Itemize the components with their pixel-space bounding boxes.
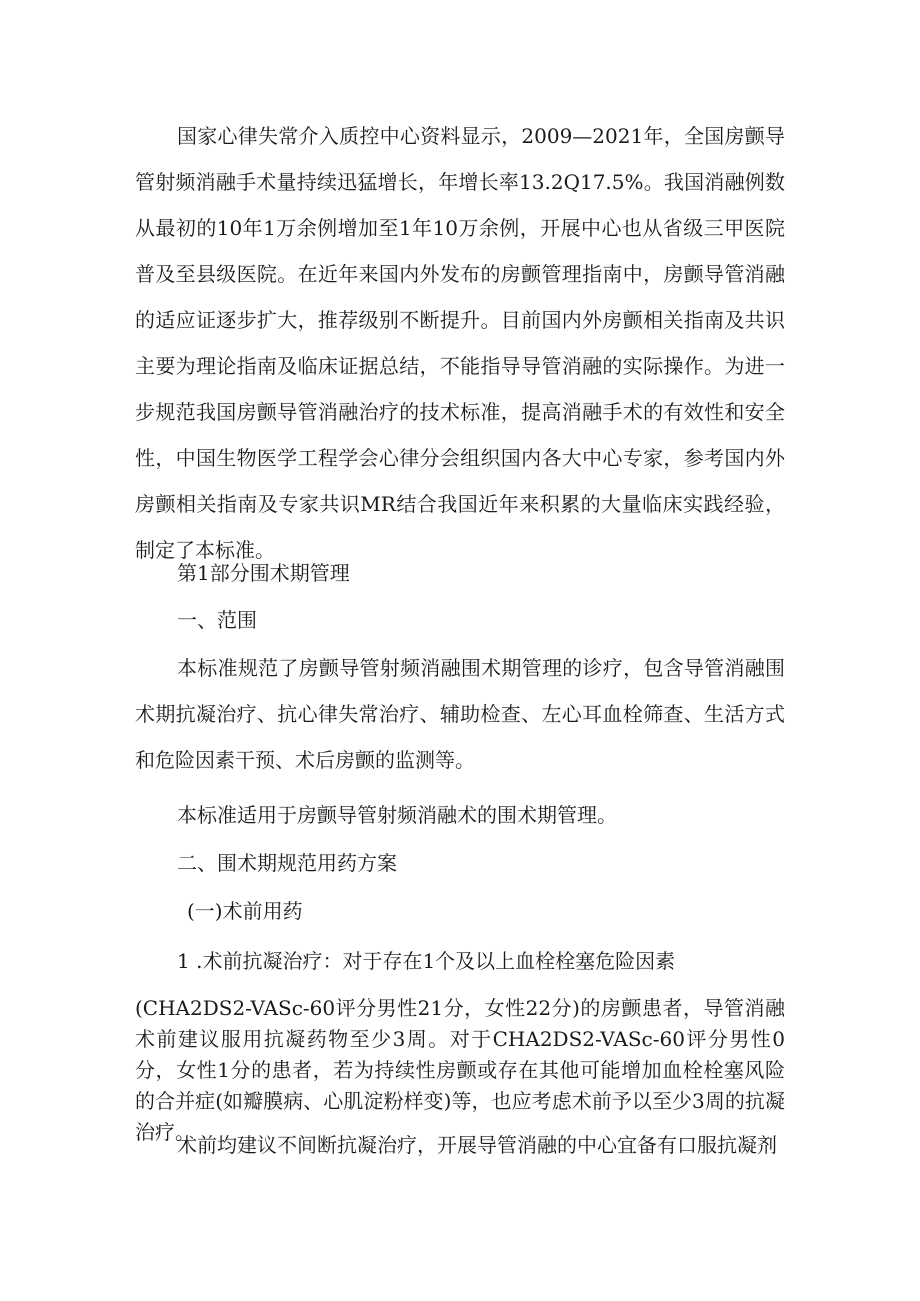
intro-paragraph: 国家心律失常介入质控中心资料显示，2009—2021年，全国房颤导管射频消融手术量持续迅猛增长，年增长率13.2Q17.5%。我国消融例数从最初的10年1万余例增加至1年10万余例，开展中心也从省级三甲医院普及至县级医院。在近年来国内外发布的房颤管理指南中，房颤导管消融的适应证逐步扩大，推荐级别不断提升。目前国内外房颤相关指南及共识主要为理论指南及临床证据总结，不能指导导管消融的实际操作。为进一步规范我国房颤导管消融治疗的技术标准，提高消融手术的有效性和安全性，中国生物医学工程学会心律分会组织国内各大中心专家，参考国内外房颤相关指南及专家共识MR结合我国近年来积累的大量临床实践经验，制定了本标准。 <box>135 124 785 562</box>
scope-paragraph: 本标准规范了房颤导管射频消融围术期管理的诊疗，包含导管消融围术期抗凝治疗、抗心律失常治疗、辅助检查、左心耳血栓筛查、生活方式和危险因素干预、术后房颤的监测等。 <box>135 656 785 772</box>
part1-heading: 第1部分围术期管理 <box>177 561 350 585</box>
section1-heading: 一、范围 <box>177 608 257 632</box>
closing-paragraph: 术前均建议不间断抗凝治疗，开展导管消融的中心宜备有口服抗凝剂 <box>177 1133 777 1157</box>
item1-detail: (CHA2DS2-VASc-60评分男性21分，女性22分)的房颤患者，导管消融术前建议服用抗凝药物至少3周。对于CHA2DS2-VASc-60评分男性0分，女性1分的患者，若为持续性房颤或存在其他可能增加血栓栓塞风险的合并症(如瓣膜病、心肌淀粉样变)等，也应考虑术前予以至少3周的抗凝治疗。 <box>135 996 785 1144</box>
scope-applicability: 本标准适用于房颤导管射频消融术的围术期管理。 <box>177 803 617 827</box>
section2-heading: 二、围术期规范用药方案 <box>177 851 397 875</box>
subsection1-heading: (一)术前用药 <box>187 899 303 923</box>
item1-heading: 1 .术前抗凝治疗：对于存在1个及以上血栓栓塞危险因素 <box>177 949 676 973</box>
